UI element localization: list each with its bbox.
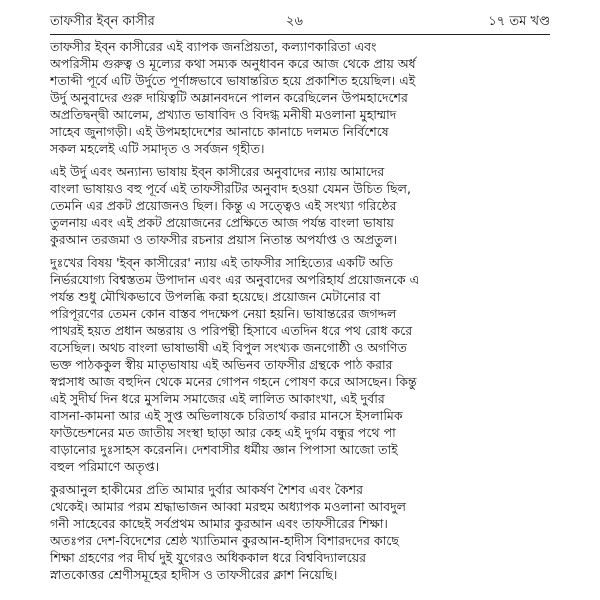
text-line: ভক্ত পাঠককুল স্বীয় মাতৃভাষায় এই অভিনব তাফসীর গ্রন্থকে পাঠ করার [50, 357, 393, 372]
text-line: বাড়ানোর দুঃসাহস করেননি। দেশবাসীর ধর্মীয় জ্ঞান পিপাসা আজো তাই [50, 442, 398, 457]
text-line: স্নাতকোত্তর শ্রেণীসমূহের হাদীস ও তাফসীরের ক্লাশ নিয়েছি। [50, 567, 338, 582]
text-line: শিক্ষা গ্রহণের পর দীর্ঘ দুই যুগেরও অধিককাল ধরে বিশ্ববিদ্যালয়ের [50, 550, 367, 565]
paragraph [50, 481, 550, 583]
text-line: অতঃপর দেশ-বিদেশের শ্রেষ্ঠ খ্যাতিমান কুরআন-হাদীস বিশারদদের কাছে [50, 533, 399, 548]
text-line: কুরআনুল হাকীমের প্রতি আমার দুর্বার আকর্ষণ শৈশব এবং কৈশর [50, 482, 363, 497]
text-line: ফাউন্ডেশনের মত জাতীয় সংস্থা ছাড়া আর কেহ এই দুর্গম বন্ধুর পথে পা [50, 425, 396, 440]
page-number: ২৬ [286, 14, 303, 29]
text-line: স্বপ্নসাধ আজ বহুদিন থেকে মনের গোপন গহনে পোষণ করে আসছেন। কিন্তু [50, 374, 417, 389]
header-divider [50, 34, 550, 35]
text-line: সকল মহলেই এটি সমাদৃত ও সর্বজন গৃহীত। [50, 141, 265, 156]
text-line: অপ্রতিদ্বন্দ্বী আলেম, প্রখ্যাত ভাষাবিদ ও বিদগ্ধ মনীষী মওলানা মুহাম্মাদ [50, 107, 397, 122]
text-line: অপরিসীম গুরুত্ব ও মূল্যের কথা সম্যক অনুধাবন করে আজ থেকে প্রায় অর্ধ [50, 56, 416, 71]
text-line: বাসনা-কামনা আর এই সুপ্ত অভিলাষকে চরিতার্থ করার মানসে ইসলামিক [50, 408, 403, 423]
text-line: এই সুদীর্ঘ দিন ধরে মুসলিম সমাজের এই লালিত আকাংখা, এই দুর্বার [50, 391, 385, 406]
text-line: থেকেই। আমার পরম শ্রদ্ধাভাজন আব্বা মরহুম অধ্যাপক মওলানা আবদুল [50, 499, 406, 514]
text-line: বহুল পরিমাণে অতৃপ্ত। [50, 459, 160, 474]
page-header [50, 10, 550, 34]
paragraph [50, 163, 550, 248]
paragraph [50, 38, 550, 157]
paragraph [50, 254, 550, 475]
text-line: উর্দু অনুবাদের গুরু দায়িত্বটি অম্লানবদনে পালন করেছিলেন উপমহাদেশের [50, 90, 408, 105]
text-line: তাফসীর ইব্‌ন কাসীরের এই ব্যাপক জনপ্রিয়তা, কল্যাণকারিতা এবং [50, 39, 377, 54]
text-line: তুলনায় এবং এই প্রকট প্রয়োজনের প্রেক্ষিতে আজ পর্যন্ত বাংলা ভাষায় [50, 215, 394, 230]
text-line: দুঃখের বিষয় 'ইব্‌ন কাসীরের' ন্যায় এই তাফসীর সাহিত্যের একটি অতি [50, 255, 393, 270]
text-line: তেমনি এর প্রকট প্রয়োজনও ছিল। কিন্তু এ সত্ত্বেও এই সংখ্যা গরিষ্ঠের [50, 198, 397, 213]
text-line: পরিপূরণের তেমন কোন বাস্তব পদক্ষেপ নেয়া হয়নি। ভাষান্তরের জগদ্দল [50, 306, 397, 321]
volume-label: ১৭ তম খণ্ড [488, 14, 550, 29]
body-text [50, 38, 550, 583]
text-line: শতাব্দী পূর্বে এটি উর্দুতে পূর্ণাঙ্গভাবে ভাষান্তরিত হয়ে প্রকাশিত হয়েছিল। এই [50, 73, 416, 88]
book-title: তাফসীর ইব্‌ন কাসীর [50, 14, 155, 29]
text-line: বাংলা ভাষায়ও বহু পূর্বে এই তাফসীরটির অনুবাদ হওয়া যেমন উচিত ছিল, [50, 181, 411, 196]
text-line: পর্যন্ত শুধু মৌখিকভাবে উপলব্ধি করা হয়েছে। প্রয়োজন মেটানোর বা [50, 289, 381, 304]
text-line: বসেছিল। অথচ বাংলা ভাষাভাষী এই বিপুল সংখ্যক জনগোষ্ঠী ও অগণিত [50, 340, 407, 355]
text-line: পাথরই হয়ত প্রধান অন্তরায় ও পরিপন্থী হিসাবে এতদিন ধরে পথ রোধ করে [50, 323, 413, 338]
text-line: নির্ভরযোগ্য বিশ্বস্ততম উপাদান এবং এর অনুবাদের অপরিহার্য প্রয়োজনকে এ [50, 272, 420, 287]
text-line: সাহেব জুনাগড়ী। এই উপমহাদেশের আনাচে কানাচে দলমত নির্বিশেষে [50, 124, 389, 139]
text-line: এই উর্দু এবং অন্যান্য ভাষায় ইব্‌ন কাসীরের অনুবাদের ন্যায় আমাদের [50, 164, 385, 179]
text-line: কুরআন তরজমা ও তাফসীর রচনার প্রয়াস নিতান্ত অপর্যাপ্ত ও অপ্রতুল। [50, 232, 398, 247]
text-line: গনী সাহেবের কাছেই সর্বপ্রথম আমার কুরআন এবং তাফসীরের শিক্ষা। [50, 516, 388, 531]
